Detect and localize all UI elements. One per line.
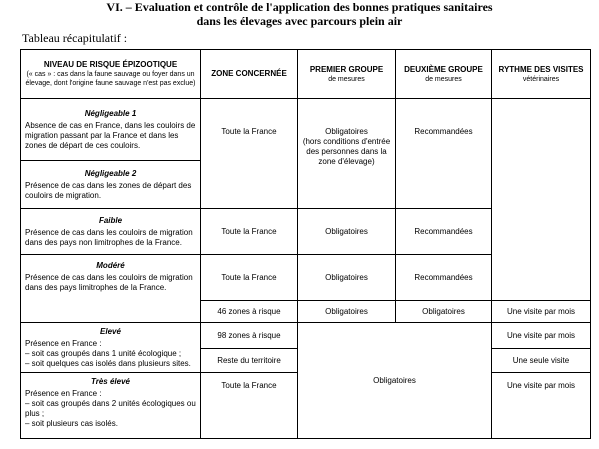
risk-description: Présence de cas dans les couloirs de migration dans des pays non limitrophes de la France. [25, 227, 193, 247]
zone-cell [201, 99, 298, 209]
zone-cell [201, 349, 298, 373]
risk-level-label: Négligeable 2 [84, 168, 137, 178]
risk-tres-eleve [21, 373, 201, 439]
risk-level-label: Négligeable 1 [84, 108, 137, 118]
first-group-cell [298, 209, 396, 255]
risk-negligeable-1 [21, 99, 201, 161]
zone-value: Reste du territoire [217, 355, 281, 365]
header-first-group [298, 50, 396, 99]
zone-value: Toute la France [221, 272, 277, 282]
first-group-value: Obligatoires [325, 127, 368, 136]
first-group-cell [298, 301, 396, 323]
second-group-value: Obligatoires [422, 306, 465, 316]
header-risk-title: NIVEAU DE RISQUE ÉPIZOOTIQUE [43, 60, 178, 69]
rhythm-cell [492, 301, 591, 323]
table-caption: Tableau récapitulatif : [22, 31, 128, 45]
rhythm-value: Une visite par mois [506, 306, 576, 316]
rhythm-cell [492, 323, 591, 349]
second-group-cell [396, 99, 492, 209]
rhythm-cell-empty [492, 99, 591, 301]
second-group-value: Recommandées [414, 127, 473, 136]
first-group-value: Obligatoires [325, 272, 368, 282]
zone-cell [201, 209, 298, 255]
header-first-group-title: PREMIER GROUPE [309, 64, 384, 74]
rhythm-cell [492, 349, 591, 373]
risk-negligeable-2 [21, 161, 201, 209]
summary-table [20, 49, 591, 439]
second-group-value: Recommandées [414, 272, 473, 282]
rhythm-value: Une visite par mois [506, 381, 576, 390]
risk-description-line3: – soit plusieurs cas isolés. [25, 419, 118, 428]
risk-description-line2: – soit cas groupés dans 1 unité écologique ; [25, 349, 182, 358]
zone-cell [201, 323, 298, 349]
risk-level-label: Faible [98, 215, 123, 225]
risk-level-label: Elevé [100, 327, 121, 336]
header-zone-label: ZONE CONCERNÉE [211, 69, 287, 78]
merged-measures-value: Obligatoires [373, 375, 416, 385]
rhythm-value: Une seule visite [512, 355, 570, 365]
second-group-cell [396, 301, 492, 323]
header-zone [201, 50, 298, 99]
risk-description-line2: – soit cas groupés dans 2 unités écologiques ou plus ; [25, 399, 196, 418]
zone-value: 46 zones à risque [217, 306, 281, 316]
header-risk-note: (« cas » : cas dans la faune sauvage ou foyer dans un élevage, dont l'origine faune sauvage n'est pas exclue) [25, 71, 196, 87]
first-group-value: Obligatoires [325, 306, 368, 316]
second-group-value: Recommandées [414, 226, 473, 236]
header-first-group-note: de mesures [328, 75, 365, 83]
risk-eleve [21, 323, 201, 373]
header-second-group-title: DEUXIÈME GROUPE [404, 64, 483, 74]
first-group-value: Obligatoires [325, 226, 368, 236]
table-row [21, 99, 591, 161]
risk-faible [21, 209, 201, 255]
zone-cell [201, 255, 298, 301]
risk-description: Présence de cas dans les couloirs de migration dans des pays limitrophes de la France. [25, 273, 193, 292]
second-group-cell [396, 209, 492, 255]
rhythm-cell [492, 373, 591, 439]
first-group-cell [298, 255, 396, 301]
risk-description: Absence de cas en France, dans les couloirs de migration passant par la France et dans les zones de départ de ces couloirs. [25, 120, 196, 150]
header-rhythm-note: vétérinaires [522, 75, 560, 83]
table-row [21, 323, 591, 349]
header-second-group [396, 50, 492, 99]
first-group-note: (hors conditions d'entrée des personnes dans la zone d'élevage) [302, 137, 391, 166]
rhythm-value: Une visite par mois [506, 330, 576, 340]
second-group-cell [396, 255, 492, 301]
risk-description-line1: Présence en France : [25, 389, 102, 398]
risk-description-line1: Présence en France : [25, 339, 102, 348]
section-title-line1: VI. – Evaluation et contrôle de l'application des bonnes pratiques sanitaires [106, 0, 493, 14]
zone-value: Toute la France [221, 127, 277, 136]
merged-measures-cell [298, 323, 492, 439]
first-group-cell [298, 99, 396, 209]
zone-cell [201, 301, 298, 323]
zone-value: Toute la France [221, 381, 277, 390]
risk-level-label: Modéré [96, 261, 125, 270]
zone-value: Toute la France [221, 226, 277, 236]
risk-modere [21, 255, 201, 323]
header-visit-rhythm [492, 50, 591, 99]
header-rhythm-title: RYTHME DES VISITES [498, 64, 584, 74]
zone-value: 98 zones à risque [217, 330, 281, 340]
header-row [21, 50, 591, 99]
risk-description: Présence de cas dans les zones de départ des couloirs de migration. [25, 180, 192, 200]
section-title-line2: dans les élevages avec parcours plein air [196, 14, 403, 28]
header-second-group-note: de mesures [425, 75, 462, 83]
zone-cell [201, 373, 298, 439]
risk-description-line3: – soit quelques cas isolés dans plusieurs sites. [25, 359, 191, 368]
risk-level-label: Très élevé [91, 377, 130, 386]
header-risk-level [21, 50, 201, 99]
